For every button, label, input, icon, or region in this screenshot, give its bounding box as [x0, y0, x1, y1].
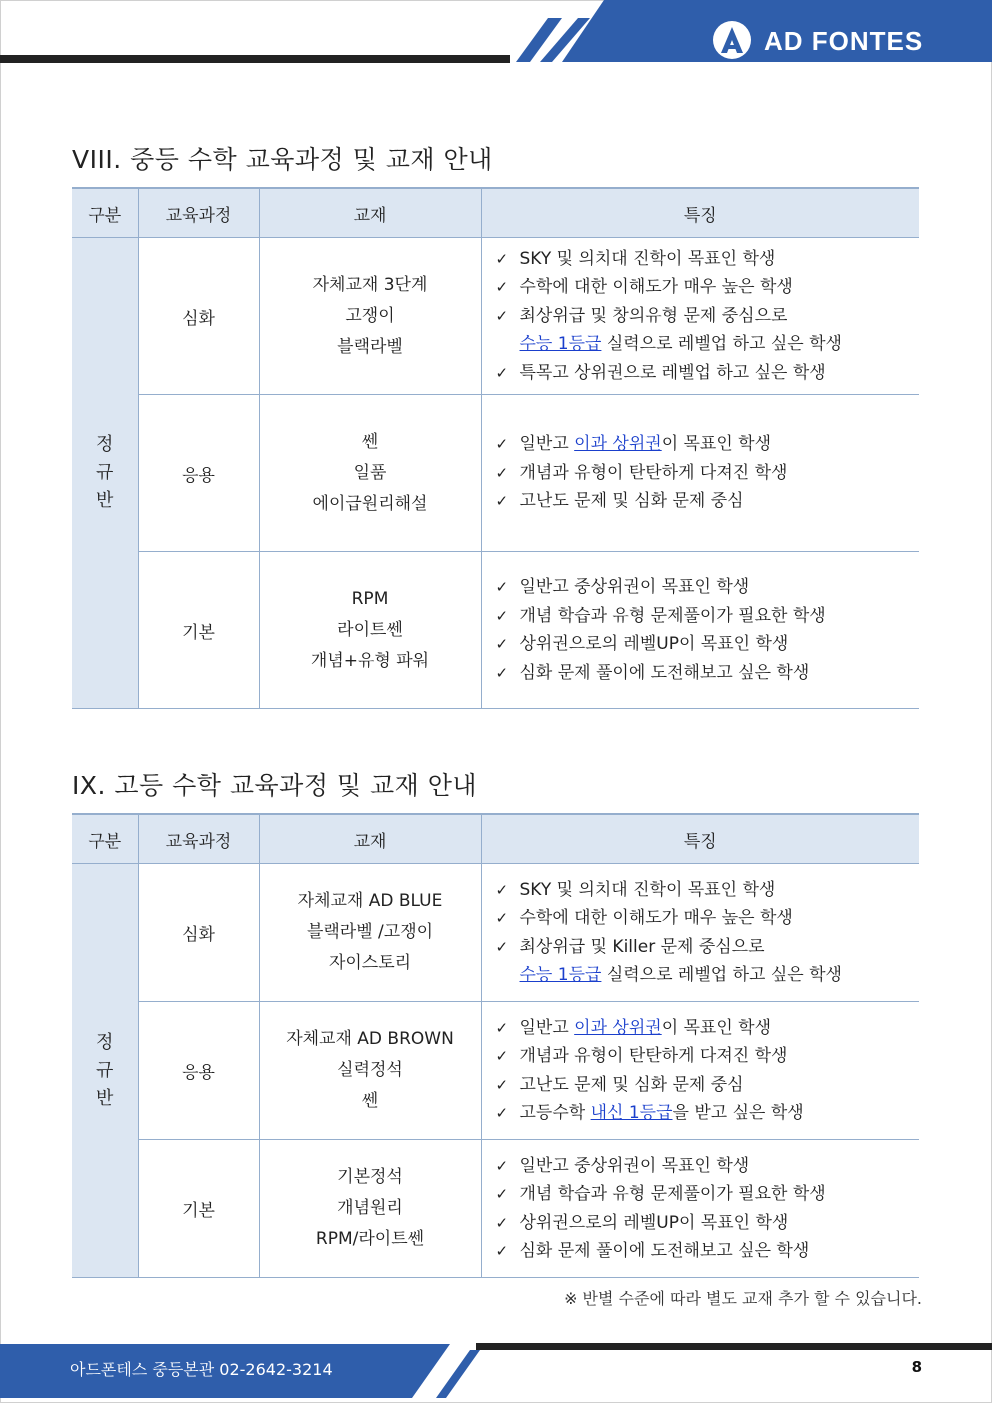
feature-item: [496, 359, 919, 388]
check-icon: ✓: [495, 278, 509, 297]
high-curriculum-table: [72, 813, 919, 1278]
column-header-textbook: 교재: [259, 188, 481, 238]
feature-text: 상위권으로의 레벨UP이 목표인 학생: [519, 634, 789, 654]
feature-item: [496, 330, 919, 359]
check-icon: ✓: [495, 1185, 509, 1203]
feature-text: 이 목표인 학생: [661, 434, 772, 455]
textbook-name: 블랙라벨: [337, 336, 403, 357]
feature-text: 일반고 중상위권이 목표인 학생: [519, 577, 750, 597]
textbook-name: 개념원리: [337, 1198, 403, 1218]
check-icon: ✓: [495, 635, 509, 653]
check-icon: ✓: [495, 435, 509, 454]
page-number: 8: [911, 1358, 922, 1376]
check-icon: ✓: [495, 249, 509, 268]
feature-item: [496, 602, 919, 631]
logo-text: AD FONTES: [764, 26, 924, 56]
feature-text: 심화 문제 풀이에 도전해보고 싶은 학생: [519, 1241, 810, 1261]
ad-fontes-logo-icon: [712, 20, 752, 60]
section-title-middle: VIII. 중등 수학 교육과정 및 교재 안내: [72, 145, 493, 174]
feature-text: SKY 및 의치대 진학이 목표인 학생: [519, 879, 776, 900]
feature-item: [496, 573, 919, 602]
highlight-text: 수능 1등급: [519, 334, 602, 355]
highlight-text: 수능 1등급: [519, 965, 602, 985]
feature-item: [496, 302, 919, 331]
textbook-name: 자이스토리: [328, 953, 412, 973]
feature-item: [496, 487, 919, 516]
feature-text: 심화 문제 풀이에 도전해보고 싶은 학생: [519, 662, 810, 683]
feature-list: [481, 395, 919, 552]
feature-item: [496, 904, 919, 933]
textbook-list: [259, 552, 481, 709]
feature-item: [496, 961, 919, 990]
check-icon: ✓: [495, 1242, 509, 1260]
feature-item: [496, 630, 919, 659]
table-row: [72, 1140, 919, 1278]
column-header-category: 구분: [72, 814, 138, 864]
feature-list: [481, 1002, 919, 1140]
footer-contact: 아드폰테스 중등본관 02-2642-3214: [70, 1360, 333, 1379]
course-name: 심화: [138, 864, 259, 1002]
feature-list: [481, 552, 919, 709]
feature-text: 을 받고 싶은 학생: [672, 1103, 804, 1123]
textbook-name: RPM/라이트쎈: [315, 1229, 425, 1249]
feature-text: 개념과 유형이 탄탄하게 다져진 학생: [519, 1046, 788, 1066]
feature-text: 실력으로 레벨업 하고 싶은 학생: [601, 965, 842, 985]
course-name: 심화: [138, 238, 259, 395]
column-header-textbook: 교재: [259, 814, 481, 864]
middle-curriculum-table: [72, 187, 919, 709]
check-icon: ✓: [495, 663, 509, 682]
feature-list: [481, 864, 919, 1002]
feature-text: 이 목표인 학생: [661, 1017, 772, 1038]
highlight-text: 내신 1등급: [590, 1103, 673, 1123]
course-name: 기본: [138, 552, 259, 709]
check-icon: ✓: [495, 909, 509, 927]
feature-item: [496, 1014, 919, 1043]
feature-item: [496, 245, 919, 274]
check-icon: ✓: [495, 1075, 509, 1094]
feature-text: 고난도 문제 및 심화 문제 중심: [519, 1074, 744, 1095]
table-row: [72, 395, 919, 552]
course-name: 응용: [138, 1002, 259, 1140]
feature-text: 특목고 상위권으로 레벨업 하고 싶은 학생: [519, 362, 826, 383]
column-header-category: 구분: [72, 188, 138, 238]
feature-text: 최상위급 및 창의유형 문제 중심으로: [519, 305, 788, 326]
textbook-name: 개념+유형 파워: [310, 650, 430, 671]
group-label-regular-class: 정 규 반: [72, 238, 138, 709]
feature-item: [496, 1042, 919, 1071]
feature-item: [496, 459, 919, 488]
feature-item: [496, 659, 919, 688]
check-icon: ✓: [495, 937, 509, 956]
check-icon: ✓: [495, 1104, 509, 1122]
feature-text: 상위권으로의 레벨UP이 목표인 학생: [519, 1212, 789, 1233]
group-label-regular-class: 정 규 반: [72, 864, 138, 1278]
textbook-name: RPM: [351, 588, 389, 609]
textbook-name: 자체교재 AD BROWN: [286, 1029, 454, 1049]
check-icon: ✓: [495, 606, 509, 625]
feature-item: [496, 876, 919, 905]
feature-item: [496, 1152, 919, 1181]
feature-item: [496, 1099, 919, 1128]
table-row: [72, 864, 919, 1002]
column-header-course: 교육과정: [138, 188, 259, 238]
textbook-name: 실력정석: [337, 1060, 403, 1080]
footnote: ※ 반별 수준에 따라 별도 교재 추가 할 수 있습니다.: [564, 1289, 922, 1308]
textbook-name: 에이급원리해설: [312, 493, 428, 514]
highlight-text: 이과 상위권: [574, 434, 662, 455]
check-icon: ✓: [495, 1213, 509, 1232]
textbook-list: [259, 864, 481, 1002]
textbook-name: 쎈: [361, 431, 379, 452]
textbook-name: 기본정석: [337, 1167, 403, 1187]
feature-text: 일반고: [519, 1017, 575, 1038]
feature-item: [496, 933, 919, 962]
check-icon: ✓: [495, 492, 509, 511]
feature-text: 개념 학습과 유형 문제풀이가 필요한 학생: [519, 605, 826, 626]
feature-item: [496, 1237, 919, 1266]
feature-list: [481, 1140, 919, 1278]
feature-text: 고난도 문제 및 심화 문제 중심: [519, 491, 744, 512]
textbook-list: [259, 1002, 481, 1140]
column-header-course: 교육과정: [138, 814, 259, 864]
check-icon: ✓: [495, 1156, 509, 1175]
course-name: 기본: [138, 1140, 259, 1278]
check-icon: ✓: [495, 1018, 509, 1037]
feature-text: 개념과 유형이 탄탄하게 다져진 학생: [519, 462, 788, 483]
feature-text: 수학에 대한 이해도가 매우 높은 학생: [519, 908, 793, 928]
table-row: [72, 552, 919, 709]
textbook-name: 블랙라벨 /고쟁이: [306, 922, 434, 942]
table-row: [72, 238, 919, 395]
column-header-features: 특징: [481, 814, 919, 864]
check-icon: ✓: [495, 578, 509, 596]
textbook-name: 자체교재 AD BLUE: [297, 891, 443, 911]
check-icon: ✓: [495, 463, 509, 482]
textbook-name: 라이트쎈: [337, 619, 403, 640]
feature-item: [496, 273, 919, 302]
feature-text: 최상위급 및 Killer 문제 중심으로: [519, 936, 765, 957]
textbook-name: 쎈: [361, 1091, 379, 1111]
check-icon: ✓: [495, 880, 509, 899]
feature-item: [496, 1180, 919, 1209]
textbook-name: 고쟁이: [345, 305, 395, 326]
section-title-high: IX. 고등 수학 교육과정 및 교재 안내: [72, 771, 478, 800]
table-row: [72, 1002, 919, 1140]
feature-text: 수학에 대한 이해도가 매우 높은 학생: [519, 277, 793, 298]
check-icon: ✓: [495, 1047, 509, 1065]
highlight-text: 이과 상위권: [574, 1017, 662, 1038]
feature-text: 실력으로 레벨업 하고 싶은 학생: [601, 334, 842, 355]
check-icon: ✓: [495, 306, 509, 325]
textbook-list: [259, 1140, 481, 1278]
column-header-features: 특징: [481, 188, 919, 238]
check-icon: ✓: [495, 363, 509, 382]
feature-text: 일반고 중상위권이 목표인 학생: [519, 1155, 750, 1176]
feature-text: 일반고: [519, 434, 575, 455]
feature-item: [496, 1071, 919, 1100]
feature-item: [496, 1209, 919, 1238]
feature-text: 고등수학: [519, 1103, 591, 1123]
feature-text: SKY 및 의치대 진학이 목표인 학생: [519, 248, 776, 269]
feature-list: [481, 238, 919, 395]
textbook-list: [259, 395, 481, 552]
textbook-list: [259, 238, 481, 395]
feature-text: 개념 학습과 유형 문제풀이가 필요한 학생: [519, 1184, 826, 1204]
textbook-name: 일품: [353, 462, 387, 483]
course-name: 응용: [138, 395, 259, 552]
feature-item: [496, 430, 919, 459]
textbook-name: 자체교재 3단계: [312, 274, 428, 295]
